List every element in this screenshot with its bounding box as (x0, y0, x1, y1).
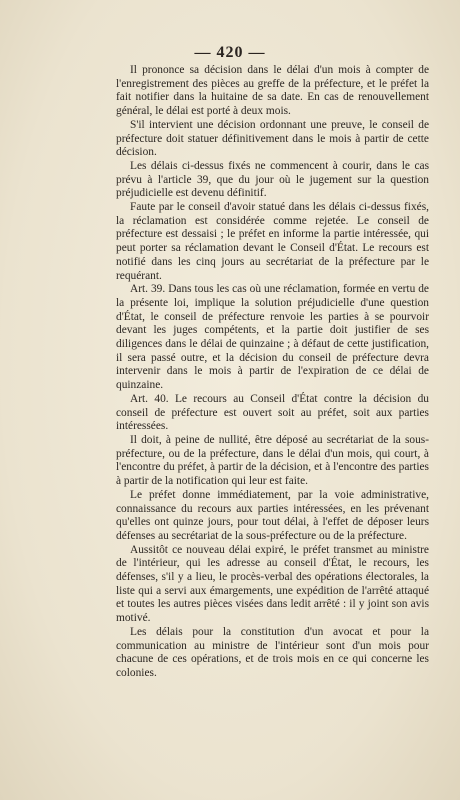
paragraph: Le préfet donne immédiatement, par la voie administrative, connaissance du recours aux parties intéressées, en les prévenant qu'elles ont quinze jours, pour tout délai, à l'effet de déposer leurs défenses au secrétariat de la sous-préfecture ou de la préfecture. (116, 488, 429, 542)
paragraph-article-39: Art. 39. Dans tous les cas où une réclamation, formée en vertu de la présente loi, implique la solution préjudicielle d'une question d'État, le conseil de préfecture renvoie les parties à se pourvoir devant les juges compétents, et la partie doit justifier de ses diligences dans le délai de quinzaine ; à défaut de cette justification, il sera passé outre, et la décision du conseil de préfecture devra intervenir dans le mois à partir de l'expiration de ce délai de quinzaine. (116, 283, 429, 392)
paragraph: S'il intervient une décision ordonnant une preuve, le conseil de préfecture doit statuer définitivement dans le mois à partir de cette décision. (116, 118, 429, 159)
paragraph: Aussitôt ce nouveau délai expiré, le préfet transmet au ministre de l'intérieur, qui les adresse au conseil d'État, le recours, les défenses, s'il y a lieu, le procès-verbal des opérations électorales, la liste qui a servi aux émargements, une expédition de l'arrêté attaqué et toutes les autres pièces visées dans ledit arrêté : il y joint son avis motivé. (116, 543, 429, 625)
paragraph: Il doit, à peine de nullité, être déposé au secrétariat de la sous-préfecture, ou de la préfecture, dans le délai d'un mois, qui court, à l'encontre du préfet, à partir de la décision, et à l'encontre des parties à partir de la notification qui leur est faite. (116, 433, 429, 488)
paragraph-article-40: Art. 40. Le recours au Conseil d'État contre la décision du conseil de préfecture est ouvert soit au préfet, soit aux parties intéressées. (116, 392, 429, 433)
paragraph: Faute par le conseil d'avoir statué dans les délais ci-dessus fixés, la réclamation est considérée comme rejetée. Le conseil de préfecture est dessaisi ; le préfet en informe la partie intéressée, qui peut porter sa réclamation devant le Conseil d'État. Le recours est notifié dans les cinq jours au secrétariat de la préfecture par le requérant. (116, 201, 429, 282)
page-number: — 420 — (194, 44, 266, 61)
paragraph: Les délais pour la constitution d'un avocat et pour la communication au ministre de l'intérieur sont d'un mois pour chacune de ces opérations, et de trois mois en ce qui concerne les colonies. (116, 625, 429, 679)
paragraph: Les délais ci-dessus fixés ne commencent à courir, dans le cas prévu à l'article 39, que du jour où le jugement sur la question préjudicielle est devenu définitif. (116, 159, 429, 200)
body-text (116, 64, 429, 681)
paragraph: Il prononce sa décision dans le délai d'un mois à compter de l'enregistrement des pièces au greffe de la préfecture, et le préfet la fait notifier dans la huitaine de sa date. En cas de renouvellement général, le délai est porté à deux mois. (116, 64, 429, 118)
